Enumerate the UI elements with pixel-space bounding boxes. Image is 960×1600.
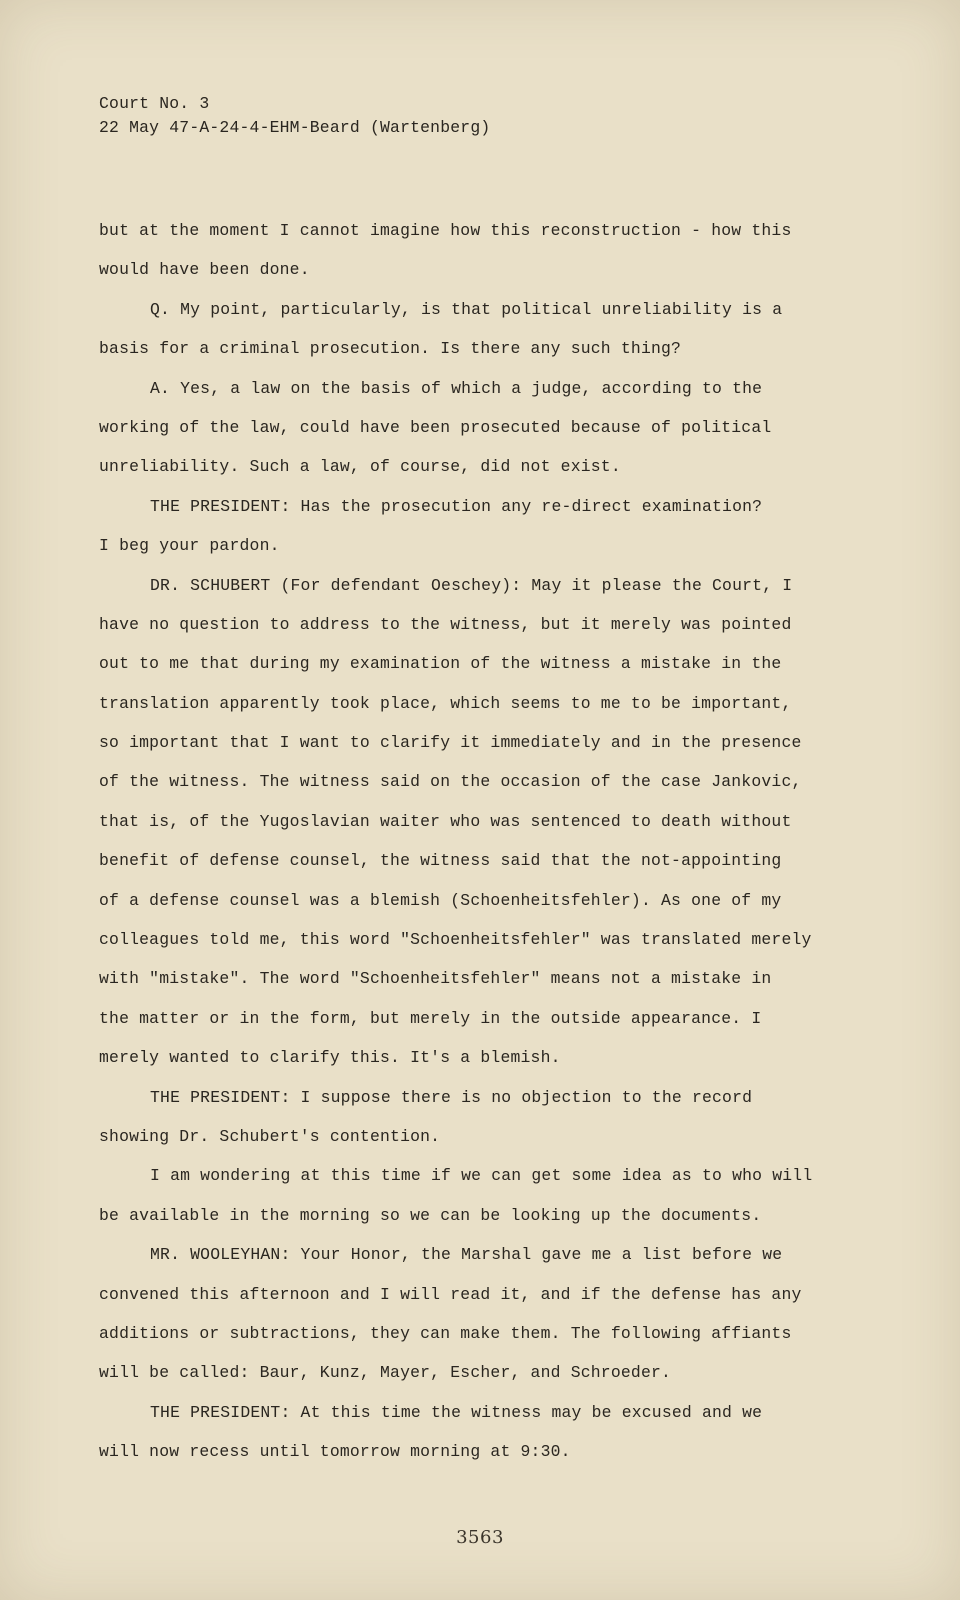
transcript-line: benefit of defense counsel, the witness said that the not-appointing — [99, 851, 782, 871]
transcript-line: of the witness. The witness said on the occasion of the case Jankovic, — [99, 772, 802, 792]
transcript-line: MR. WOOLEYHAN: Your Honor, the Marshal gave me a list before we — [150, 1245, 783, 1265]
transcript-line: with "mistake". The word "Schoenheitsfehler" means not a mistake in — [99, 969, 772, 989]
transcript-line: additions or subtractions, they can make them. The following affiants — [99, 1323, 792, 1343]
transcript-line: I beg your pardon. — [99, 536, 280, 556]
transcript-line: working of the law, could have been prosecuted because of political — [99, 417, 772, 437]
transcript-line: THE PRESIDENT: I suppose there is no objection to the record — [150, 1087, 753, 1107]
transcript-line: THE PRESIDENT: Has the prosecution any re-direct examination? — [150, 496, 763, 516]
transcript-line: the matter or in the form, but merely in the outside appearance. I — [99, 1008, 762, 1028]
transcript-line: out to me that during my examination of the witness a mistake in the — [99, 654, 782, 674]
transcript-line: will be called: Baur, Kunz, Mayer, Escher, and Schroeder. — [99, 1363, 672, 1383]
transcript-line: will now recess until tomorrow morning at 9:30. — [99, 1442, 571, 1462]
transcript-line: unreliability. Such a law, of course, did not exist. — [99, 457, 621, 477]
transcript-line: THE PRESIDENT: At this time the witness may be excused and we — [150, 1402, 763, 1422]
transcript-line: basis for a criminal prosecution. Is there any such thing? — [99, 339, 682, 359]
page-number: 3563 — [456, 1527, 504, 1548]
transcript-line: A. Yes, a law on the basis of which a judge, according to the — [150, 378, 763, 398]
document-header — [99, 92, 490, 140]
transcript-line: be available in the morning so we can be looking up the documents. — [99, 1205, 762, 1225]
transcript-line: colleagues told me, this word "Schoenheitsfehler" was translated merely — [99, 930, 812, 950]
transcript-line: translation apparently took place, which seems to me to be important, — [99, 693, 792, 713]
transcript-body — [99, 211, 919, 1472]
transcript-line: of a defense counsel was a blemish (Schoenheitsfehler). As one of my — [99, 890, 782, 910]
transcript-line: convened this afternoon and I will read it, and if the defense has any — [99, 1284, 802, 1304]
transcript-line: so important that I want to clarify it immediately and in the presence — [99, 733, 802, 753]
court-number: Court No. 3 — [99, 94, 210, 113]
transcript-line: that is, of the Yugoslavian waiter who was sentenced to death without — [99, 811, 792, 831]
transcript-line: would have been done. — [99, 260, 310, 280]
transcript-line: I am wondering at this time if we can get some idea as to who will — [150, 1166, 813, 1186]
transcript-line: but at the moment I cannot imagine how this reconstruction - how this — [99, 221, 792, 240]
transcript-line: merely wanted to clarify this. It's a blemish. — [99, 1048, 561, 1068]
transcript-line: have no question to address to the witness, but it merely was pointed — [99, 614, 792, 634]
transcript-line: DR. SCHUBERT (For defendant Oeschey): May it please the Court, I — [150, 575, 793, 595]
transcript-line: showing Dr. Schubert's contention. — [99, 1126, 441, 1146]
record-reference: 22 May 47-A-24-4-EHM-Beard (Wartenberg) — [99, 118, 491, 137]
transcript-line: Q. My point, particularly, is that political unreliability is a — [150, 299, 783, 319]
